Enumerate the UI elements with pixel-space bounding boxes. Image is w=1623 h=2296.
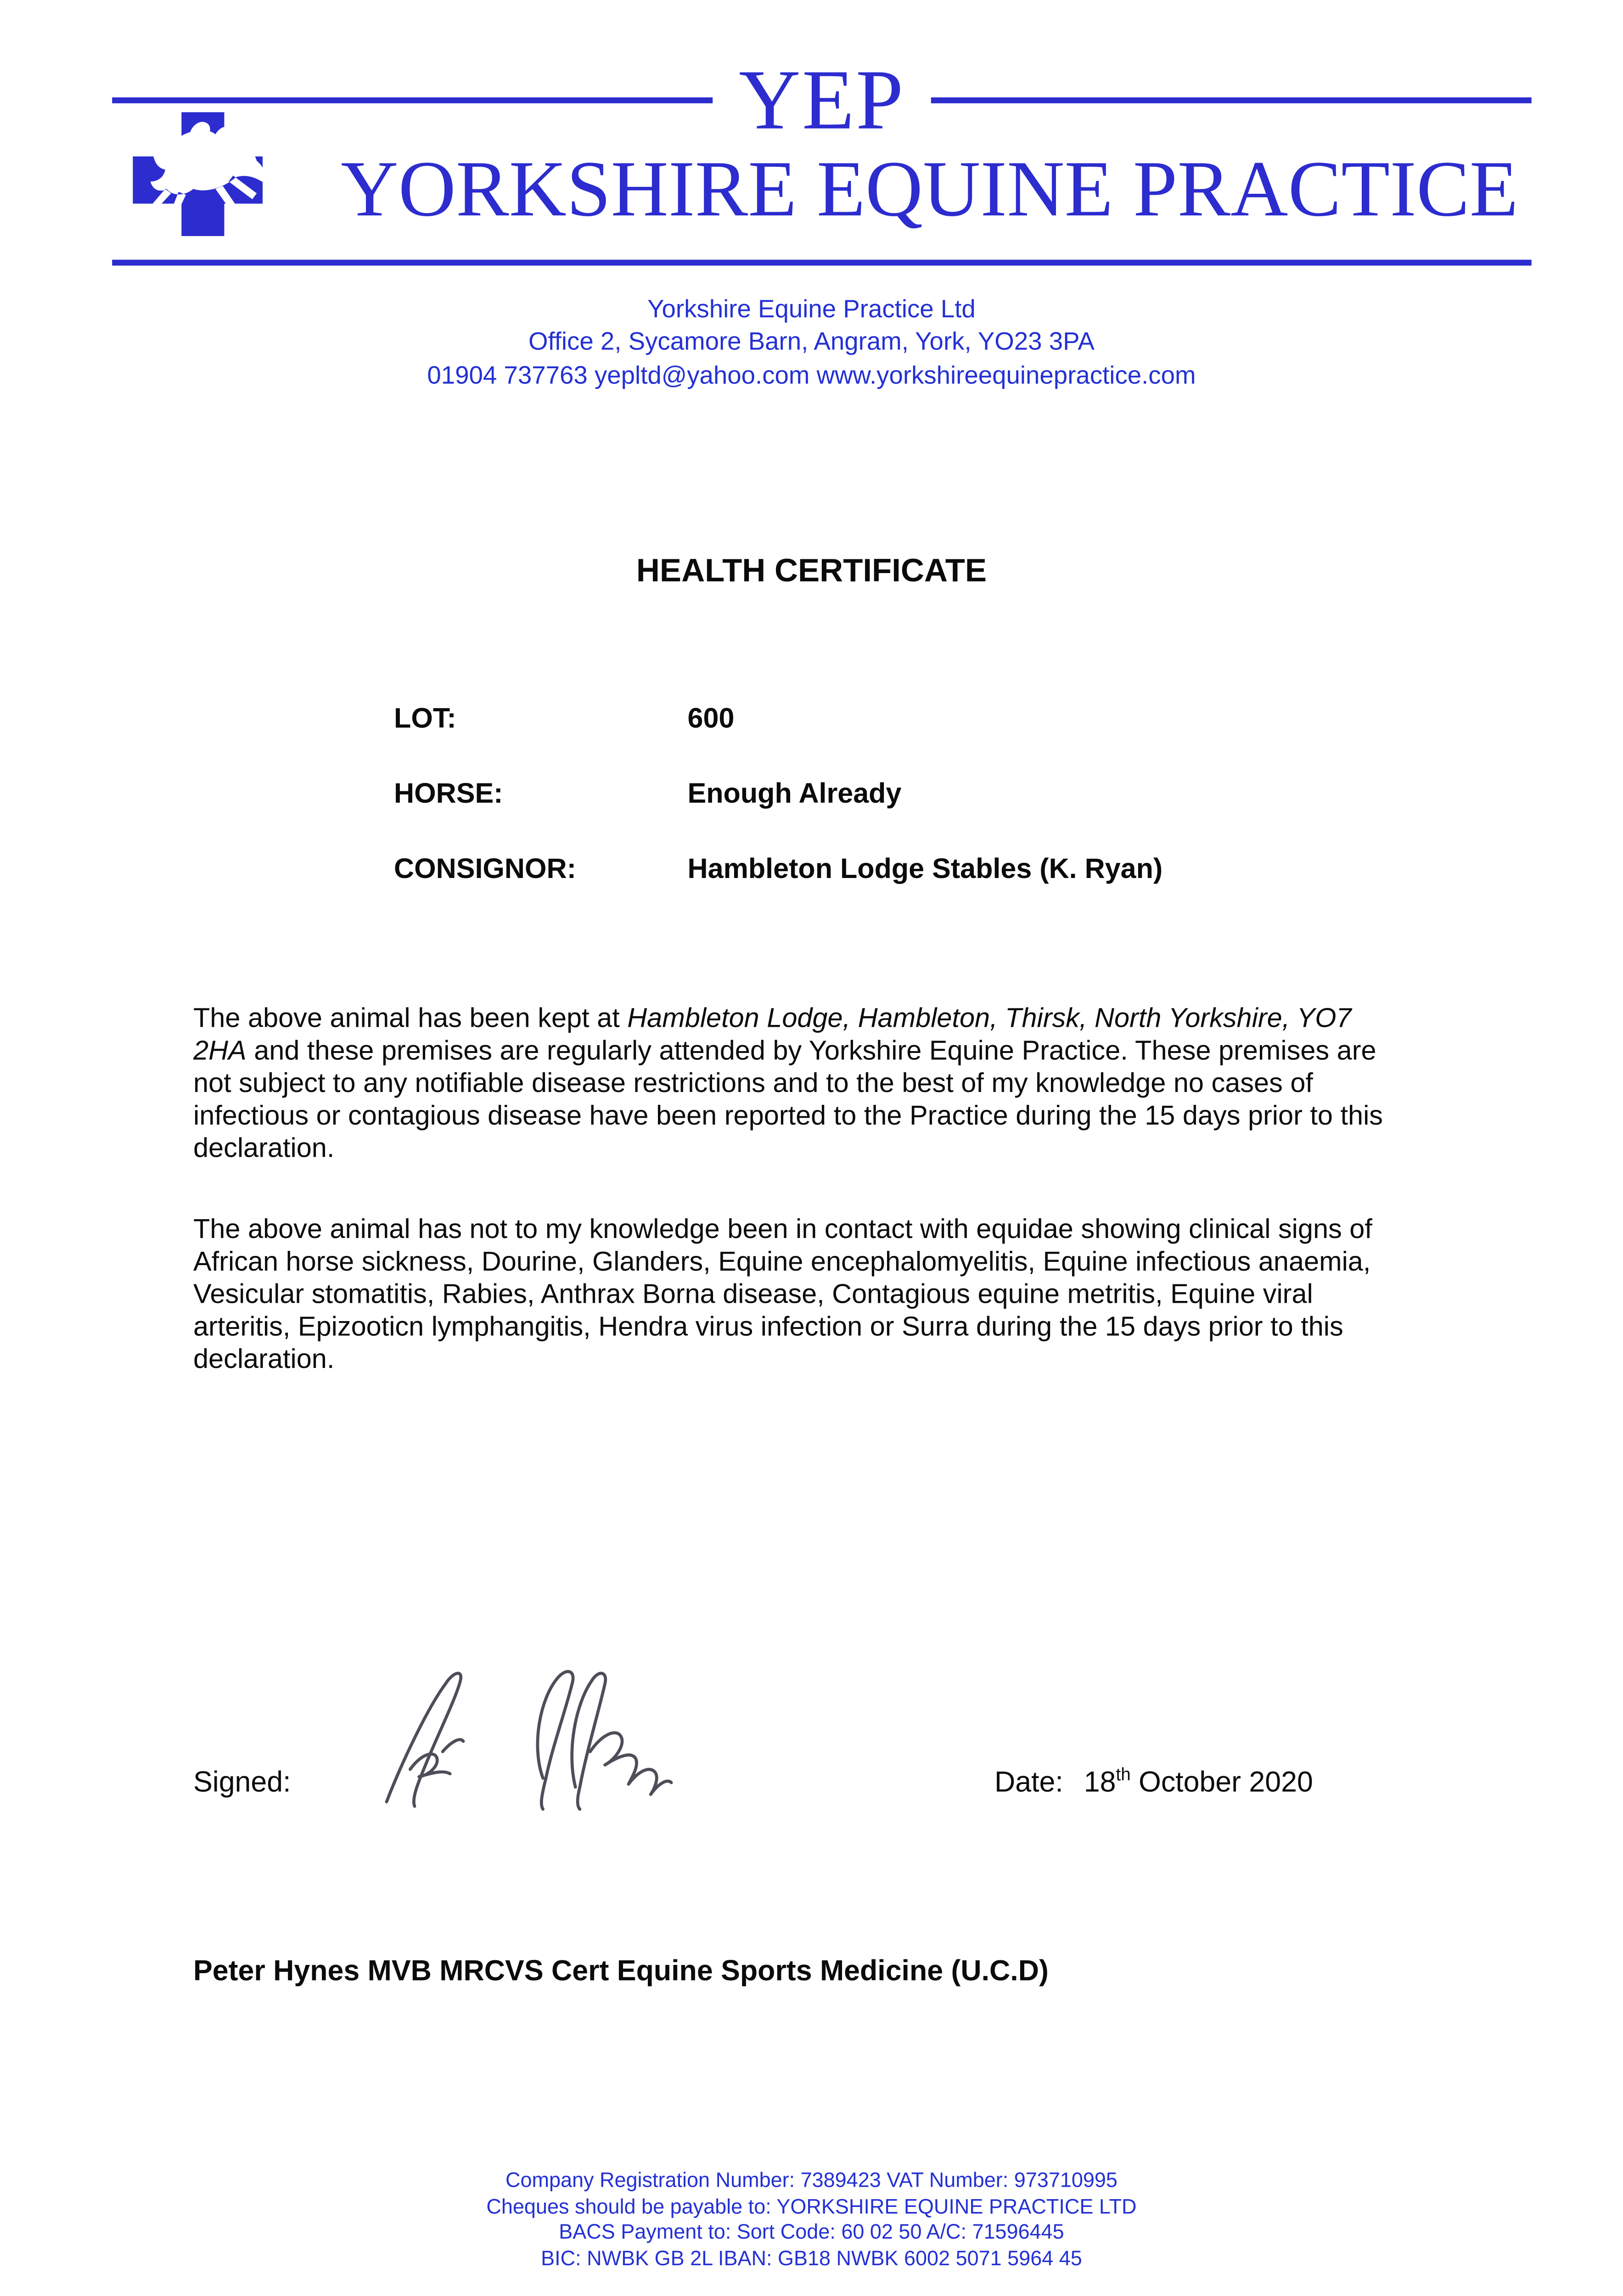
premises-address-italic: Hambleton Lodge, Hambleton, Thirsk, North Yorkshire, YO7 2HA [193,1002,1352,1066]
date-label: Date: [994,1766,1063,1799]
header-rule-bottom [112,260,1531,266]
letterhead-top-row [112,51,1531,148]
premises-text-before: The above animal has been kept at [193,1002,628,1033]
date-group [994,1765,1313,1800]
declaration-text [193,1002,1406,1375]
date-value [1084,1764,1313,1799]
consignor-label: CONSIGNOR: [394,854,576,886]
field-row-lot [394,704,1162,737]
header-rule-right [932,97,1532,103]
date-day: 18 [1084,1766,1116,1799]
signature-image [366,1659,676,1812]
premises-text-after: and these premises are regularly attended by Yorkshire Equine Practice. These premises are not subject to any notifiable disease restrictions and to the best of my knowledge no cases of infectious or contagious disease have been reported to the Practice during the 15 days prior to this declaration. [193,1034,1383,1163]
premises-paragraph [193,1002,1406,1164]
signed-label: Signed: [193,1766,291,1799]
practice-abbreviation: YEP [739,51,905,148]
field-row-horse [394,779,1162,812]
footer-registration-line: Company Registration Number: 7389423 VAT Number: 973710995 [505,2167,1118,2192]
contact-company-line: Yorkshire Equine Practice Ltd [647,295,976,323]
field-row-consignor [394,855,1162,887]
practice-name: YORKSHIRE EQUINE PRACTICE [341,144,1518,233]
footer-bic-iban-line: BIC: NWBK GB 2L IBAN: GB18 NWBK 6002 5071 5964 45 [541,2245,1082,2269]
contact-address-line: Office 2, Sycamore Barn, Angram, York, YO23 3PA [528,328,1095,356]
consignor-value: Hambleton Lodge Stables (K. Ryan) [687,854,1163,886]
date-ordinal-suffix: th [1116,1764,1131,1785]
contact-phone-email-web-line: 01904 737763 yepltd@yahoo.com www.yorkshireequinepractice.com [427,361,1196,389]
lot-label: LOT: [394,703,456,735]
footer-block [0,2168,1623,2272]
footer-bacs-line: BACS Payment to: Sort Code: 60 02 50 A/C: 71596445 [559,2219,1064,2244]
certificate-heading: HEALTH CERTIFICATE [636,551,987,589]
footer-cheques-line: Cheques should be payable to: YORKSHIRE EQUINE PRACTICE LTD [486,2194,1137,2217]
medical-cross-icon [133,112,263,236]
disease-contact-paragraph: The above animal has not to my knowledge been in contact with equidae showing clinical signs of African horse sickness, Dourine, Glanders, Equine encephalomyelitis, Equine infectious anaemia, Vesicular stomatitis, Rabies, Anthrax Borna disease, Contagious equine metritis, Equine viral arteritis, Epizooticn lymphangitis, Hendra virus infection or Surra during the 15 days prior to this declaration. [193,1213,1372,1374]
horse-value: Enough Already [687,779,902,810]
date-month-year: October 2020 [1130,1766,1313,1799]
veterinarian-credentials: Peter Hynes MVB MRCVS Cert Equine Sports Medicine (U.C.D) [193,1955,1049,1988]
header-rule-left [112,97,712,103]
lot-value: 600 [687,703,735,735]
practice-logo [133,112,263,236]
lot-details [394,704,1162,930]
horse-label: HORSE: [394,779,503,810]
contact-block [0,294,1623,393]
